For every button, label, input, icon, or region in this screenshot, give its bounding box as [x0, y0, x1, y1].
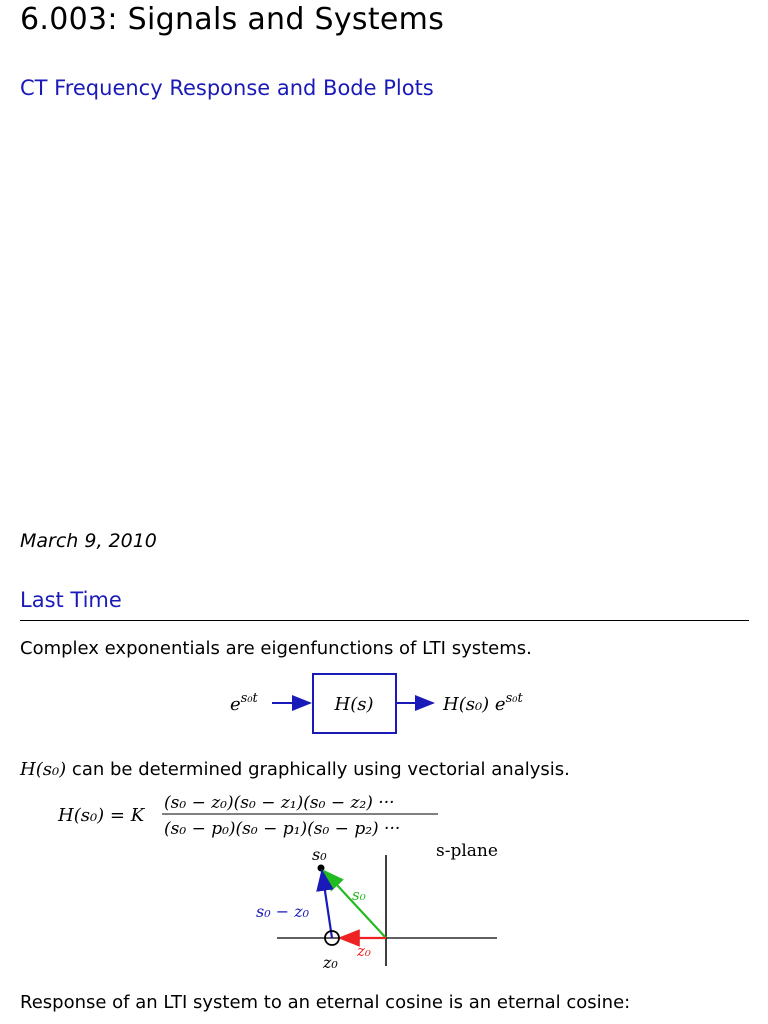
- s-plane-label: s-plane: [436, 841, 498, 861]
- point-s0-label: s₀: [312, 845, 327, 864]
- formula-denominator: (s₀ − p₀)(s₀ − p₁)(s₀ − p₂) ···: [164, 819, 401, 839]
- statement-graphical: H(s₀) can be determined graphically using vectorial analysis.: [20, 759, 570, 780]
- lecture-date: March 9, 2010: [20, 530, 157, 552]
- transfer-function-formula: [0, 785, 768, 845]
- vector-s0-label: s₀: [352, 886, 366, 904]
- point-s0-dot: [318, 865, 325, 872]
- vector-z0-label: z₀: [357, 942, 371, 960]
- zero-z0-label: z₀: [323, 953, 338, 972]
- block-output-label: H(s₀) $e^{s_0t}$: [443, 691, 523, 715]
- block-diagram: [0, 668, 768, 740]
- section-divider: [20, 620, 749, 621]
- statement-eternal-cosine: Response of an LTI system to an eternal cosine is an eternal cosine:: [20, 992, 631, 1013]
- section-heading-last-time: Last Time: [20, 588, 122, 612]
- vector-s0: [324, 871, 386, 938]
- vector-s0-minus-z0-label: s₀ − z₀: [256, 902, 310, 921]
- statement-eigenfunctions: Complex exponentials are eigenfunctions of LTI systems.: [20, 638, 532, 659]
- page-subtitle: CT Frequency Response and Bode Plots: [20, 76, 434, 100]
- formula-lhs: H(s₀) = K: [58, 805, 145, 826]
- s-plane-diagram: [0, 840, 768, 980]
- formula-numerator: (s₀ − z₀)(s₀ − z₁)(s₀ − z₂) ···: [164, 793, 395, 813]
- system-block-label: H(s): [334, 694, 374, 715]
- vector-s0-minus-z0: [322, 871, 332, 938]
- page-title: 6.003: Signals and Systems: [20, 2, 445, 37]
- block-input-label: $e^{s_0t}$: [230, 691, 258, 715]
